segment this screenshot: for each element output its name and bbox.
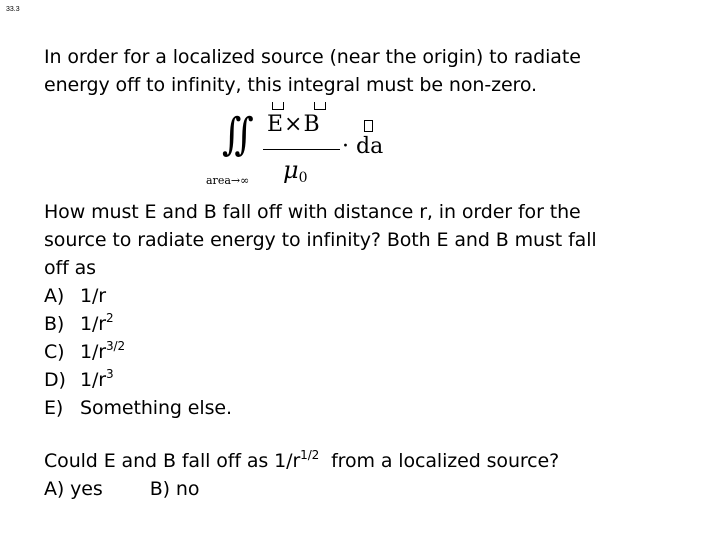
question-text <box>44 198 597 422</box>
formula-numerator: E×B <box>267 112 321 137</box>
option-text: 1/r <box>80 341 107 363</box>
option-c <box>44 338 597 366</box>
option-b <box>44 310 597 338</box>
mu-symbol: μ <box>283 156 299 184</box>
option-letter: B) <box>44 313 65 335</box>
option-text: 1/r <box>80 285 107 307</box>
question-2-text <box>44 447 559 503</box>
question-line-3: off as <box>44 257 96 279</box>
option-text: 1/r <box>80 313 107 335</box>
option-text: Something else. <box>80 397 232 419</box>
option-letter: A) <box>44 285 65 307</box>
question-2-line <box>44 447 559 475</box>
question-2-exponent: 1/2 <box>300 448 320 462</box>
option-text: 1/r <box>80 369 107 391</box>
option-e <box>44 394 597 422</box>
mu-subscript: 0 <box>298 170 308 186</box>
vector-hat-e <box>272 102 284 110</box>
option-exponent: 3 <box>106 367 114 381</box>
question-line-2: source to radiate energy to infinity? Both E and B must fall <box>44 229 597 251</box>
poynting-integral-formula <box>200 102 390 194</box>
formula-denominator <box>283 156 308 186</box>
vector-box-da <box>364 120 373 132</box>
vector-hat-b <box>314 102 326 110</box>
intro-line-1: In order for a localized source (near the origin) to radiate <box>44 46 581 68</box>
intro-text <box>44 43 581 99</box>
answer-yes: A) yes <box>44 478 103 500</box>
option-letter: C) <box>44 341 65 363</box>
question-2-suffix: from a localized source? <box>319 450 560 472</box>
question-line-1: How must E and B fall off with distance r, in order for the <box>44 201 581 223</box>
option-a <box>44 282 597 310</box>
integral-subscript: area→∞ <box>206 174 250 187</box>
double-integral-symbol: ∬ <box>222 109 242 160</box>
option-letter: E) <box>44 397 64 419</box>
option-exponent: 3/2 <box>106 339 126 353</box>
answer-row <box>44 475 559 503</box>
option-d <box>44 366 597 394</box>
intro-line-2: energy off to infinity, this integral must be non-zero. <box>44 74 537 96</box>
fraction-line <box>263 149 340 150</box>
formula-differential: · da <box>342 134 384 159</box>
answer-no: B) no <box>149 478 200 500</box>
option-exponent: 2 <box>106 311 114 325</box>
slide-number: 33.3 <box>6 6 20 13</box>
option-letter: D) <box>44 369 66 391</box>
question-2-prefix: Could E and B fall off as 1/r <box>44 450 301 472</box>
